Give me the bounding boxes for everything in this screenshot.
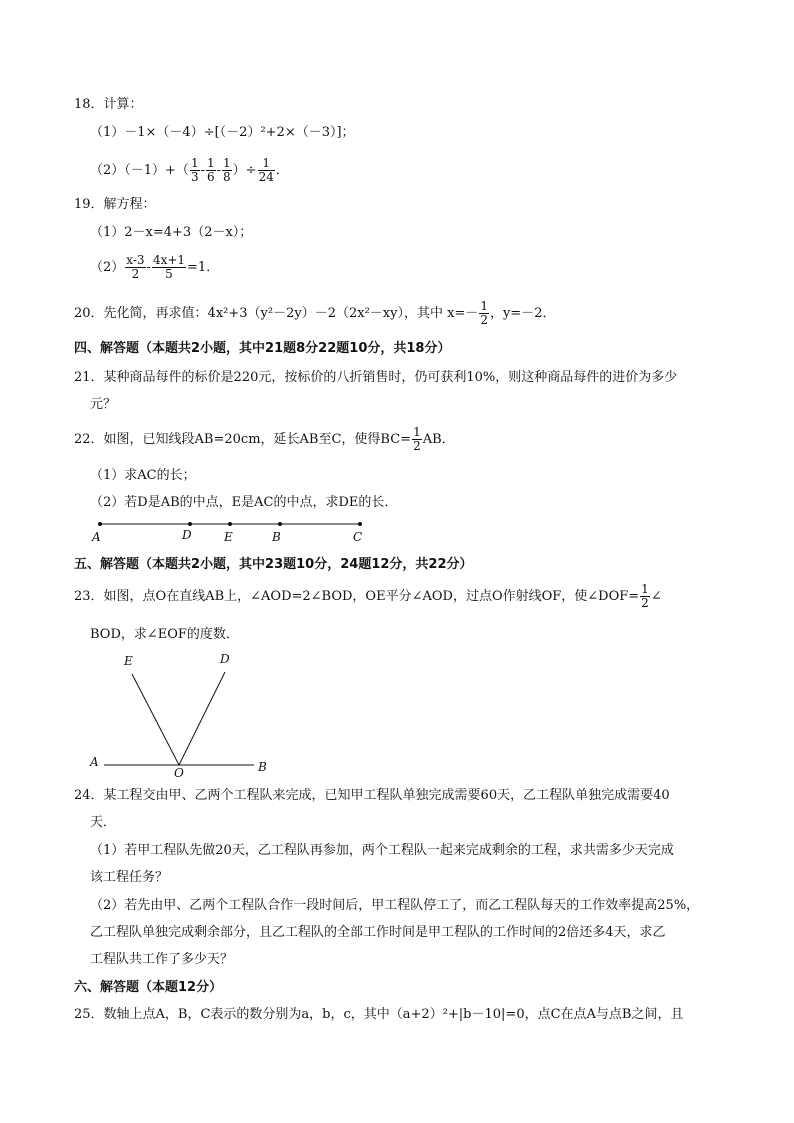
label-e: E: [224, 530, 233, 544]
fraction: $\frac{4x+1}{5}$: [152, 253, 186, 281]
label-d: D: [182, 528, 192, 542]
q22-part1: （1）求AC的长；: [90, 468, 196, 483]
q23-angle-figure: [86, 648, 276, 780]
section-5-heading: 五、解答题（本题共2小题，其中23题10分，24题12分，共22分）: [74, 557, 473, 572]
ray-oe: [132, 674, 179, 765]
q20-text: 20．先化简，再求值：4x²+3（y²－2y）－2（2x²－xy），其中 x=－ $\frac{1}{2}$ ，y=－2．: [74, 299, 556, 327]
q24-part1-a: （1）若甲工程队先做20天，乙工程队再参加，两个工程队一起来完成剩余的工程，求共需多少天完成: [90, 843, 674, 858]
fraction: $\frac{1}{2}$: [641, 582, 649, 610]
q21-line2: 元？: [90, 397, 117, 412]
label-d: D: [220, 652, 230, 666]
fraction: $\frac{1}{2}$: [480, 299, 488, 327]
q22-segment-figure: [90, 514, 380, 544]
fraction: $\frac{1}{6}$: [206, 156, 215, 184]
label-a: A: [90, 755, 99, 769]
q18-part2: （2）（－1）+（ $\frac{1}{3}$ - $\frac{1}{6}$ - $\frac{1}{8}$ ）÷ $\frac{1}{24}$ ．: [90, 156, 289, 184]
fraction: $\frac{1}{3}$: [190, 156, 199, 184]
q25-line1: 25．数轴上点A，B，C表示的数分别为a，b，c，其中（a+2）²+|b－10|=0，点C在点A与点B之间，且: [74, 1007, 684, 1022]
ray-od: [179, 672, 225, 765]
point-c: [358, 522, 362, 526]
fraction: $\frac{1}{24}$: [258, 156, 274, 184]
label-a: A: [92, 530, 101, 544]
q24-line1: 24．某工程交由甲、乙两个工程队来完成，已知甲工程队单独完成需要60天，乙工程队单独完成需要40: [74, 788, 670, 803]
label-e: E: [124, 654, 133, 668]
q22-part2: （2）若D是AB的中点，E是AC的中点，求DE的长．: [90, 495, 398, 510]
q19-part1: （1）2－x=4+3（2－x）；: [90, 225, 253, 240]
q19-title: 19．解方程：: [74, 197, 156, 212]
section-6-heading: 六、解答题（本题12分）: [74, 980, 223, 995]
fraction: $\frac{1}{8}$: [223, 156, 231, 184]
q24-part2-b: 乙工程队单独完成剩余部分，且乙工程队的全部工作时间是甲工程队的工作时间的2倍还多4天，求乙: [90, 925, 666, 940]
fraction: $\frac{1}{2}$: [413, 425, 421, 453]
q22-line1: 22．如图，已知线段AB=20cm，延长AB至C，使得BC= $\frac{1}{2}$ AB．: [74, 425, 455, 453]
label-c: C: [353, 530, 363, 544]
q24-part2-c: 工程队共工作了多少天？: [90, 952, 234, 967]
q24-part1-b: 该工程任务？: [90, 870, 169, 885]
label-o: O: [174, 766, 184, 780]
q24-part2-a: （2）若先由甲、乙两个工程队合作一段时间后，甲工程队停工了，而乙工程队每天的工作效率提高25%，: [90, 898, 700, 913]
q24-line2: 天．: [90, 815, 117, 830]
section-4-heading: 四、解答题（本题共2小题，其中21题8分22题10分，共18分）: [74, 341, 451, 356]
label-b: B: [272, 530, 281, 544]
q18-title: 18．计算：: [74, 97, 143, 112]
q23-line2: BOD，求∠EOF的度数．: [90, 627, 239, 642]
q21-line1: 21．某种商品每件的标价是220元，按标价的八折销售时，仍可获利10%，则这种商品每件的进价为多少: [74, 370, 678, 385]
q19-part2: （2） $\frac{x-3}{2}$ - $\frac{4x+1}{5}$ =1．: [90, 253, 220, 281]
fraction: $\frac{x-3}{2}$: [126, 253, 145, 281]
q18-part1: （1）－1×（－4）÷[（－2）²+2×（－3）]；: [90, 125, 355, 140]
q23-line1: 23．如图，点O在直线AB上，∠AOD=2∠BOD，OE平分∠AOD，过点O作射线OF，使∠DOF= $\frac{1}{2}$ ∠: [74, 582, 662, 610]
point-e: [228, 522, 232, 526]
point-d: [188, 522, 192, 526]
point-b: [278, 522, 282, 526]
label-b: B: [258, 760, 267, 774]
point-a: [98, 522, 102, 526]
